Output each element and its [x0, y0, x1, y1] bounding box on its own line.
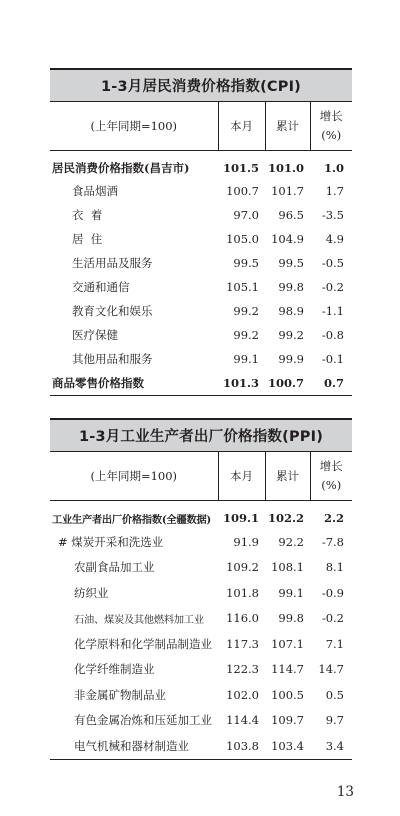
- row-cumulative: 107.1: [271, 636, 304, 651]
- row-name: 生活用品及服务: [72, 256, 153, 270]
- row-name: 化学纤维制造业: [74, 662, 155, 677]
- table-row: [50, 151, 352, 180]
- cpi-header-growth-label: 增长: [319, 109, 343, 123]
- row-month: 99.5: [233, 256, 259, 270]
- row-month: 99.2: [233, 328, 259, 342]
- table-row: [50, 555, 352, 581]
- row-cumulative: 100.5: [271, 687, 304, 702]
- row-cumulative: 92.2: [278, 534, 304, 549]
- ppi-header-row: [50, 452, 352, 501]
- row-name: 居民消费价格指数(昌吉市): [52, 161, 190, 175]
- row-growth: 0.7: [310, 371, 352, 396]
- ppi-data-table: [50, 452, 352, 760]
- row-month: 99.1: [233, 352, 259, 366]
- ppi-header-base: (上年同期=100): [50, 452, 218, 501]
- table-row: [50, 275, 352, 299]
- cpi-header-growth: [310, 102, 352, 151]
- row-cumulative: 99.1: [278, 585, 304, 600]
- row-cumulative: 104.9: [271, 232, 304, 246]
- table-row: [50, 501, 352, 530]
- table-row: [50, 708, 352, 734]
- row-growth: 3.4: [310, 733, 352, 759]
- row-name: # 煤炭开采和洗选业: [58, 534, 164, 549]
- row-cumulative: 99.8: [278, 611, 304, 626]
- table-row: [50, 606, 352, 632]
- row-cumulative: 99.5: [278, 256, 304, 270]
- row-name: 交通和通信: [72, 280, 130, 294]
- row-cumulative: 114.7: [271, 662, 304, 677]
- row-month: 91.9: [233, 534, 259, 549]
- table-row: [50, 323, 352, 347]
- cpi-header-growth-unit: (%): [321, 128, 342, 142]
- cpi-header-month: 本月: [218, 102, 265, 151]
- row-cumulative: 102.2: [267, 511, 304, 525]
- table-row: [50, 179, 352, 203]
- row-name: 有色金属冶炼和压延加工业: [74, 713, 212, 728]
- ppi-header-growth-label: 增长: [319, 459, 343, 473]
- cpi-data-table: [50, 102, 352, 396]
- row-cumulative: 99.9: [278, 352, 304, 366]
- ppi-header-growth: [310, 452, 352, 501]
- row-growth: 4.9: [325, 232, 344, 246]
- row-month: 122.3: [226, 662, 259, 677]
- row-month: 116.0: [226, 611, 259, 626]
- row-growth: 1.7: [325, 184, 344, 198]
- row-cumulative: 103.4: [265, 733, 310, 759]
- row-name: 工业生产者出厂价格指数(全疆数据): [52, 513, 212, 526]
- table-row: [50, 299, 352, 323]
- row-name: 食品烟酒: [72, 184, 118, 198]
- row-growth: -0.8: [321, 328, 344, 342]
- row-name: 非金属矿物制品业: [74, 687, 166, 702]
- row-growth: 1.0: [323, 161, 344, 175]
- row-cumulative: 99.8: [278, 280, 304, 294]
- page-number: 13: [336, 784, 354, 800]
- row-month: 101.3: [218, 371, 265, 396]
- cpi-table: [50, 68, 352, 396]
- row-month: 101.8: [226, 585, 259, 600]
- cpi-header-cumulative: 累计: [265, 102, 310, 151]
- table-row: [50, 580, 352, 606]
- row-month: 102.0: [226, 687, 259, 702]
- ppi-table: [50, 418, 352, 760]
- row-name: 石油、煤炭及其他燃料加工业: [74, 614, 204, 626]
- row-growth: 14.7: [318, 662, 344, 677]
- row-cumulative: 108.1: [271, 560, 304, 575]
- row-growth: 8.1: [325, 560, 344, 575]
- ppi-header-cumulative: 累计: [265, 452, 310, 501]
- row-month: 105.0: [226, 232, 259, 246]
- table-row: [50, 529, 352, 555]
- row-growth: -3.5: [321, 208, 344, 222]
- row-growth: -0.2: [321, 611, 344, 626]
- row-month: 97.0: [233, 208, 259, 222]
- table-row: [50, 657, 352, 683]
- row-name: 化学原料和化学制品制造业: [74, 636, 212, 651]
- row-growth: 2.2: [323, 511, 344, 525]
- table-row: [50, 733, 352, 759]
- row-cumulative: 101.7: [271, 184, 304, 198]
- table-row: [50, 682, 352, 708]
- row-cumulative: 100.7: [265, 371, 310, 396]
- table-row: [50, 227, 352, 251]
- ppi-header-month: 本月: [218, 452, 265, 501]
- row-growth: 9.7: [325, 713, 344, 728]
- row-growth: -0.2: [321, 280, 344, 294]
- row-name: 电气机械和器材制造业: [50, 733, 218, 759]
- row-month: 114.4: [226, 713, 259, 728]
- row-month: 117.3: [226, 636, 259, 651]
- row-name: 纺织业: [74, 585, 109, 600]
- row-cumulative: 99.2: [278, 328, 304, 342]
- row-month: 99.2: [233, 304, 259, 318]
- row-cumulative: 98.9: [278, 304, 304, 318]
- row-month: 105.1: [226, 280, 259, 294]
- table-row: [50, 347, 352, 371]
- row-name: 商品零售价格指数: [50, 371, 218, 396]
- cpi-header-base: (上年同期=100): [50, 102, 218, 151]
- row-growth: 0.5: [325, 687, 344, 702]
- row-name: 农副食品加工业: [74, 560, 155, 575]
- row-growth: -0.9: [321, 585, 344, 600]
- row-cumulative: 101.0: [267, 161, 304, 175]
- row-name: 其他用品和服务: [72, 352, 153, 366]
- table-row: [50, 371, 352, 396]
- row-name: 医疗保健: [72, 328, 118, 342]
- row-growth: -1.1: [321, 304, 344, 318]
- row-month: 109.1: [222, 511, 259, 525]
- ppi-table-title: 1-3月工业生产者出厂价格指数(PPI): [50, 418, 352, 452]
- row-growth: 7.1: [325, 636, 344, 651]
- cpi-table-title: 1-3月居民消费价格指数(CPI): [50, 68, 352, 102]
- row-growth: -0.5: [321, 256, 344, 270]
- table-row: [50, 251, 352, 275]
- row-month: 100.7: [226, 184, 259, 198]
- table-row: [50, 203, 352, 227]
- row-month: 101.5: [222, 161, 259, 175]
- row-growth: -0.1: [321, 352, 344, 366]
- row-cumulative: 96.5: [278, 208, 304, 222]
- table-row: [50, 631, 352, 657]
- cpi-header-row: [50, 102, 352, 151]
- row-month: 103.8: [218, 733, 265, 759]
- row-name: 教育文化和娱乐: [72, 304, 153, 318]
- row-cumulative: 109.7: [271, 713, 304, 728]
- ppi-header-growth-unit: (%): [321, 478, 342, 492]
- row-name: 居 住: [72, 232, 103, 246]
- row-month: 109.2: [226, 560, 259, 575]
- row-name: 衣 着: [72, 208, 103, 222]
- row-growth: -7.8: [321, 534, 344, 549]
